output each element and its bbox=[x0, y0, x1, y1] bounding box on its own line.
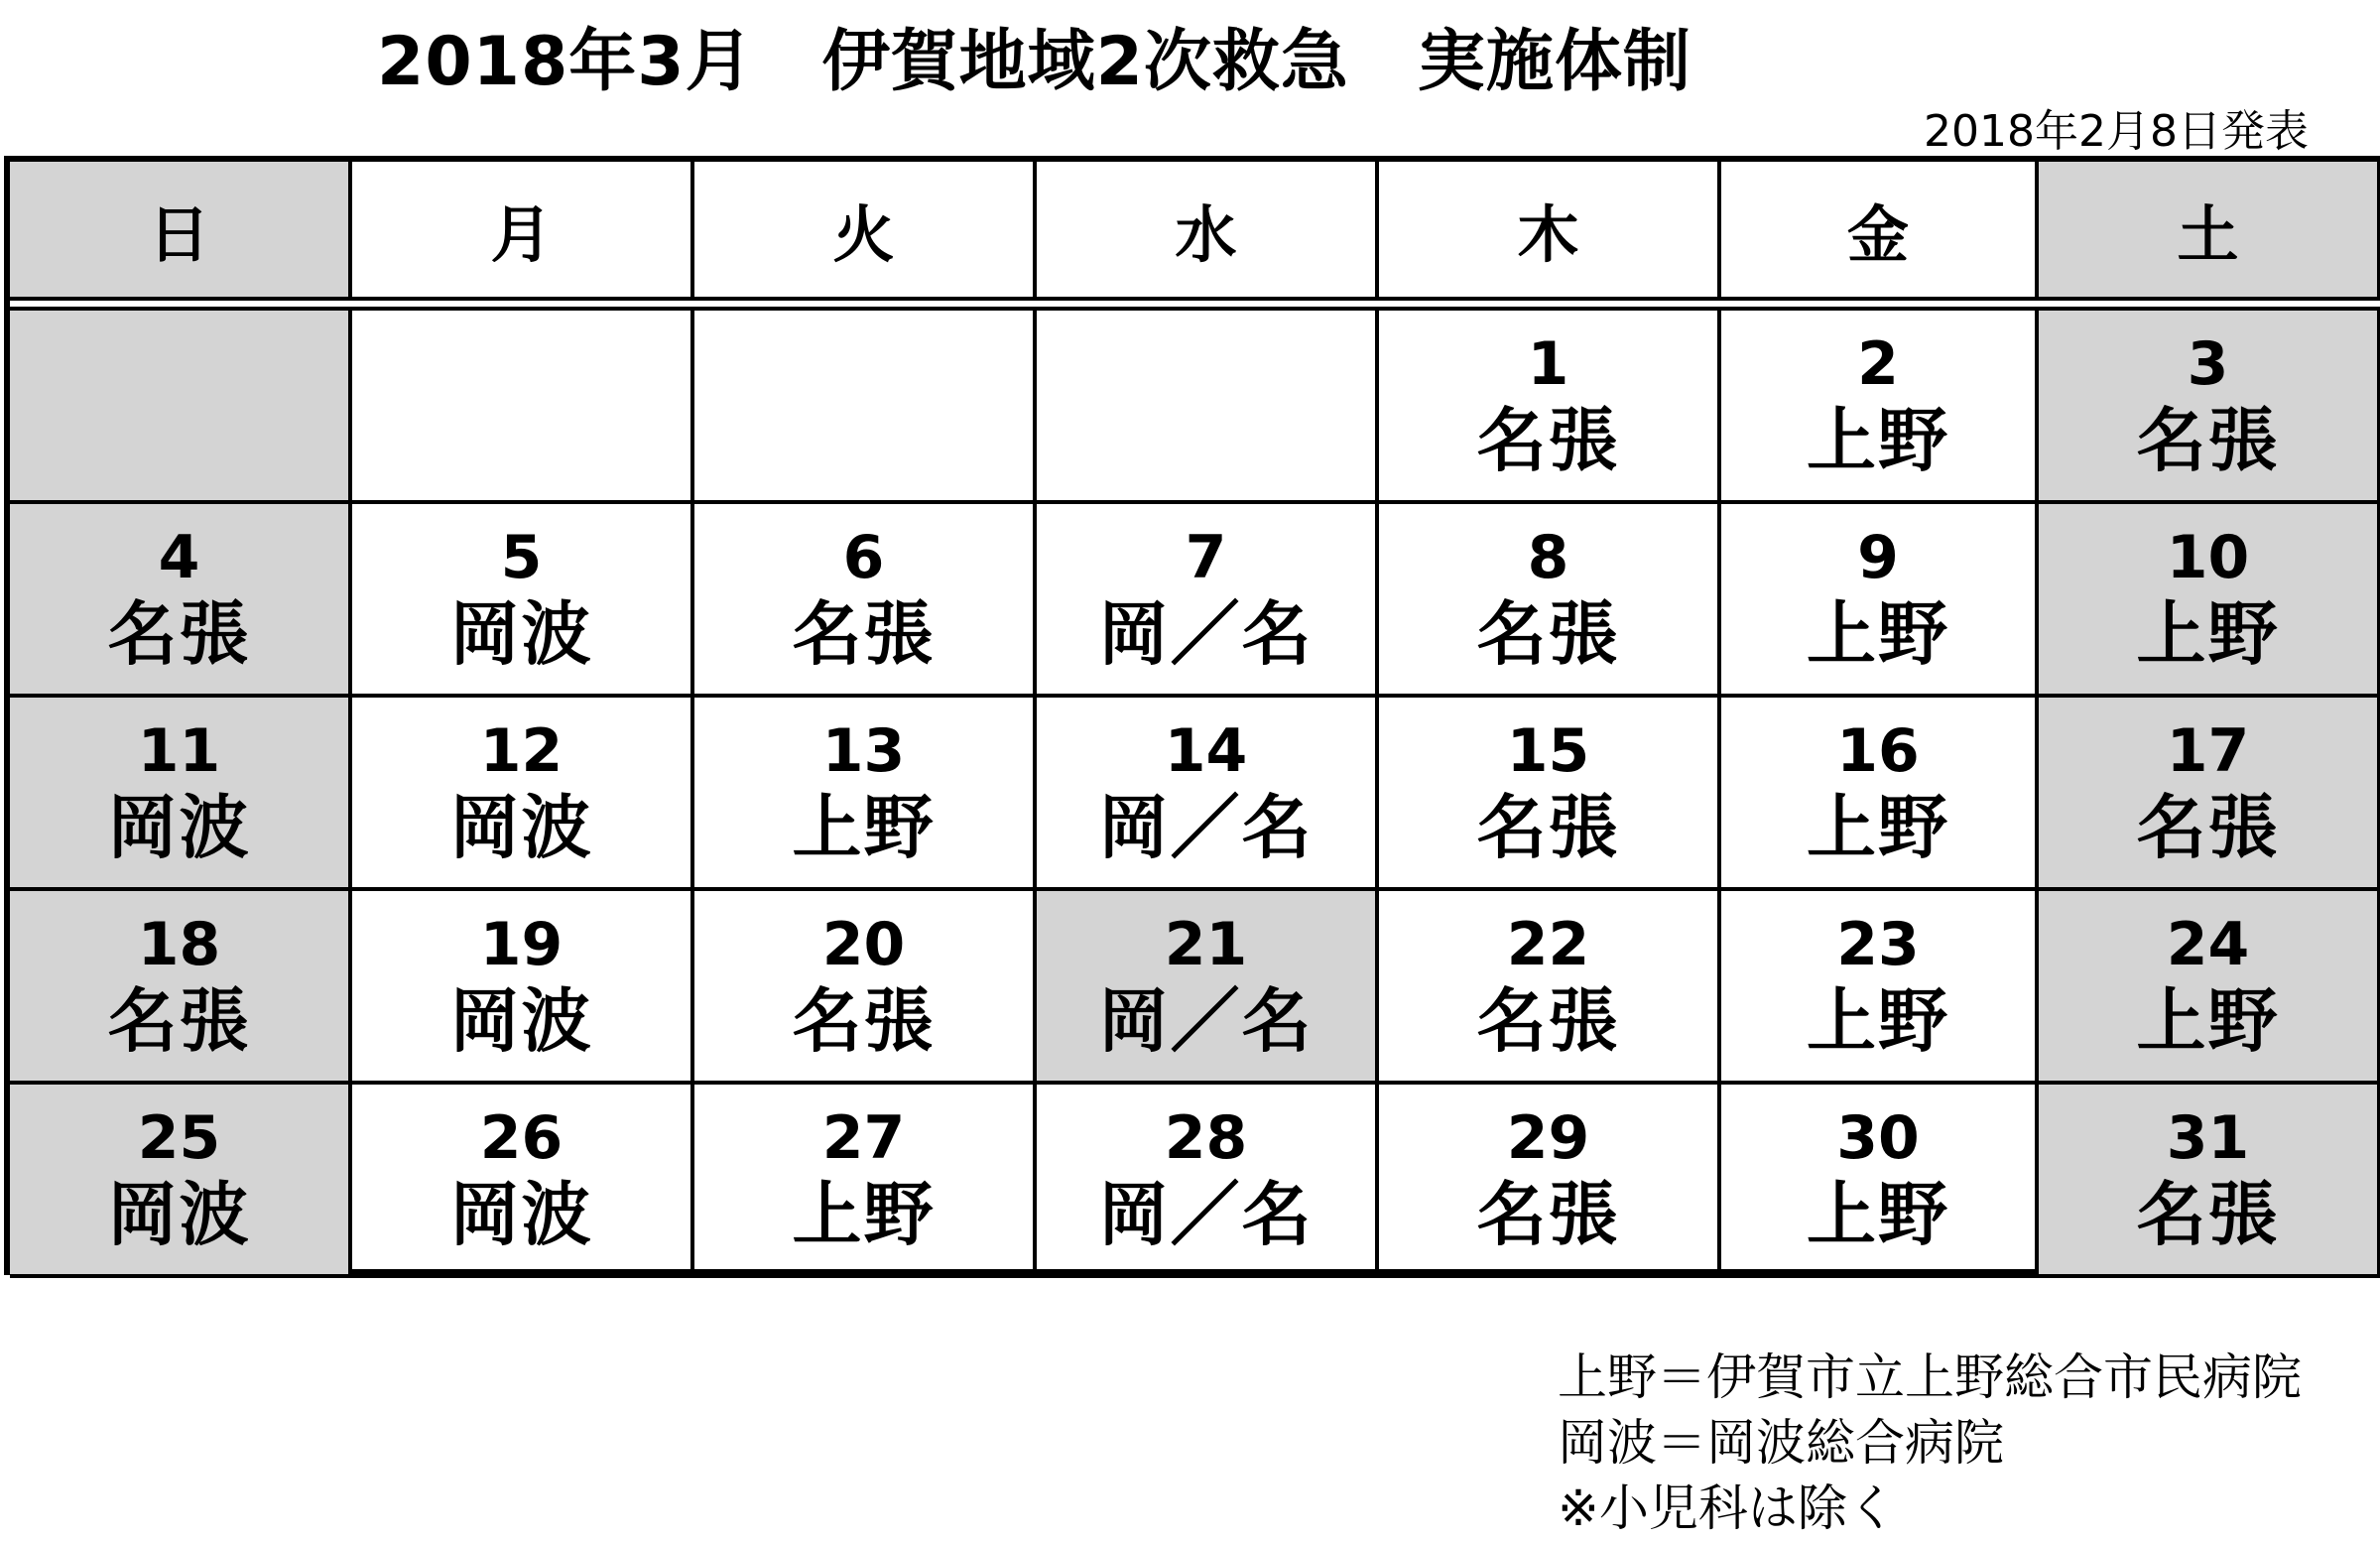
day-hospital: 上野 bbox=[2136, 979, 2280, 1062]
day-hospital: 名張 bbox=[1476, 786, 1620, 868]
day-number: 4 bbox=[158, 522, 200, 592]
calendar-week-row bbox=[10, 504, 2380, 698]
day-number: 12 bbox=[479, 715, 564, 786]
day-hospital: 岡波 bbox=[449, 592, 593, 675]
day-number: 14 bbox=[1164, 715, 1248, 786]
calendar-day-cell bbox=[1721, 698, 2039, 891]
day-hospital: 名張 bbox=[1476, 592, 1620, 675]
legend-ueno: 上野＝伊賀市立上野総合市民病院 bbox=[1558, 1349, 2302, 1406]
calendar-day-cell bbox=[352, 311, 694, 504]
legend-okanami: 岡波＝岡波総合病院 bbox=[1558, 1414, 2004, 1472]
day-number: 17 bbox=[2166, 715, 2250, 786]
calendar-day-cell bbox=[10, 311, 352, 504]
day-hospital: 上野 bbox=[1807, 786, 1949, 868]
day-hospital: 岡波 bbox=[449, 786, 593, 868]
day-number: 30 bbox=[1836, 1102, 1920, 1173]
day-number: 28 bbox=[1164, 1102, 1248, 1173]
calendar-day-cell bbox=[1037, 698, 1379, 891]
weekday-header-tue: 火 bbox=[694, 162, 1037, 297]
calendar-day-cell bbox=[1379, 1085, 1721, 1278]
calendar-day-cell bbox=[1721, 891, 2039, 1085]
day-hospital: 岡波 bbox=[449, 1173, 593, 1255]
day-number: 25 bbox=[137, 1102, 221, 1173]
calendar-day-cell bbox=[694, 1085, 1037, 1278]
calendar-day-cell bbox=[352, 698, 694, 891]
calendar-day-cell bbox=[10, 891, 352, 1085]
calendar-day-cell bbox=[2039, 504, 2380, 698]
header-divider bbox=[10, 301, 2380, 311]
calendar-day-cell bbox=[694, 504, 1037, 698]
day-number: 27 bbox=[821, 1102, 906, 1173]
day-number: 21 bbox=[1164, 909, 1248, 979]
calendar-day-cell bbox=[1037, 891, 1379, 1085]
day-number: 23 bbox=[1836, 909, 1920, 979]
calendar-day-cell bbox=[2039, 1085, 2380, 1278]
day-number: 26 bbox=[479, 1102, 564, 1173]
calendar-day-cell bbox=[1721, 311, 2039, 504]
calendar-week-row bbox=[10, 311, 2380, 504]
day-hospital: 名張 bbox=[1476, 1173, 1620, 1255]
calendar-day-cell bbox=[694, 311, 1037, 504]
day-number: 18 bbox=[137, 909, 221, 979]
weekday-header-thu: 木 bbox=[1379, 162, 1721, 297]
day-hospital: 岡／名 bbox=[1098, 979, 1314, 1062]
day-number: 11 bbox=[137, 715, 221, 786]
calendar-week-row bbox=[10, 1085, 2380, 1278]
day-number: 3 bbox=[2187, 328, 2229, 399]
calendar-day-cell bbox=[10, 504, 352, 698]
day-number: 24 bbox=[2166, 909, 2250, 979]
day-hospital: 名張 bbox=[107, 979, 251, 1062]
weekday-header-wed: 水 bbox=[1037, 162, 1379, 297]
page-title: 2018年3月 伊賀地域2次救急 実施体制 bbox=[377, 23, 1691, 101]
day-number: 29 bbox=[1506, 1102, 1590, 1173]
day-hospital: 岡／名 bbox=[1098, 1173, 1314, 1255]
calendar-day-cell bbox=[1379, 698, 1721, 891]
day-number: 6 bbox=[842, 522, 885, 592]
calendar-week-row bbox=[10, 891, 2380, 1085]
day-number: 16 bbox=[1836, 715, 1920, 786]
day-number: 10 bbox=[2166, 522, 2250, 592]
calendar-day-cell bbox=[1721, 504, 2039, 698]
calendar-day-cell bbox=[1721, 1085, 2039, 1278]
day-hospital: 名張 bbox=[2136, 786, 2280, 868]
calendar-day-cell bbox=[694, 891, 1037, 1085]
day-hospital: 上野 bbox=[2136, 592, 2280, 675]
day-hospital: 名張 bbox=[2136, 1173, 2280, 1255]
day-number: 8 bbox=[1527, 522, 1569, 592]
calendar-day-cell bbox=[1037, 504, 1379, 698]
calendar-day-cell bbox=[2039, 891, 2380, 1085]
day-hospital: 名張 bbox=[1476, 399, 1620, 481]
calendar-day-cell bbox=[1037, 311, 1379, 504]
weekday-header-fri: 金 bbox=[1721, 162, 2039, 297]
calendar-day-cell bbox=[1037, 1085, 1379, 1278]
page-header bbox=[0, 0, 2380, 157]
day-hospital: 上野 bbox=[1807, 979, 1949, 1062]
weekday-header-sun: 日 bbox=[10, 162, 352, 297]
day-number: 7 bbox=[1185, 522, 1227, 592]
day-hospital: 上野 bbox=[792, 786, 936, 868]
calendar-table bbox=[4, 156, 2380, 1275]
day-hospital: 名張 bbox=[107, 592, 251, 675]
day-hospital: 名張 bbox=[1476, 979, 1620, 1062]
legend bbox=[1558, 1345, 2302, 1541]
day-hospital: 名張 bbox=[792, 979, 936, 1062]
calendar-day-cell bbox=[2039, 311, 2380, 504]
day-number: 20 bbox=[821, 909, 906, 979]
day-number: 1 bbox=[1527, 328, 1569, 399]
day-number: 22 bbox=[1506, 909, 1590, 979]
day-number: 2 bbox=[1857, 328, 1899, 399]
day-hospital: 上野 bbox=[1807, 592, 1949, 675]
day-hospital: 名張 bbox=[2136, 399, 2280, 481]
day-hospital: 上野 bbox=[792, 1173, 936, 1255]
legend-note: ※小児科は除く bbox=[1558, 1479, 1897, 1537]
day-hospital: 岡波 bbox=[449, 979, 593, 1062]
calendar-day-cell bbox=[352, 891, 694, 1085]
calendar-day-cell bbox=[10, 1085, 352, 1278]
day-number: 9 bbox=[1857, 522, 1899, 592]
day-hospital: 岡波 bbox=[107, 786, 251, 868]
calendar-day-cell bbox=[1379, 891, 1721, 1085]
announce-date: 2018年2月8日発表 bbox=[1924, 106, 2309, 157]
day-hospital: 上野 bbox=[1807, 399, 1949, 481]
calendar-day-cell bbox=[352, 504, 694, 698]
calendar-day-cell bbox=[1379, 311, 1721, 504]
day-number: 19 bbox=[479, 909, 564, 979]
calendar-day-cell bbox=[2039, 698, 2380, 891]
calendar-day-cell bbox=[1379, 504, 1721, 698]
weekday-header-sat: 土 bbox=[2039, 162, 2380, 297]
day-hospital: 岡波 bbox=[107, 1173, 251, 1255]
day-hospital: 上野 bbox=[1807, 1173, 1949, 1255]
calendar-week-row bbox=[10, 698, 2380, 891]
weekday-header-row bbox=[10, 162, 2380, 301]
day-number: 5 bbox=[500, 522, 543, 592]
weekday-header-mon: 月 bbox=[352, 162, 694, 297]
calendar-day-cell bbox=[694, 698, 1037, 891]
day-number: 15 bbox=[1506, 715, 1590, 786]
day-number: 31 bbox=[2166, 1102, 2250, 1173]
day-hospital: 名張 bbox=[792, 592, 936, 675]
day-number: 13 bbox=[821, 715, 906, 786]
day-hospital: 岡／名 bbox=[1098, 786, 1314, 868]
calendar-day-cell bbox=[352, 1085, 694, 1278]
day-hospital: 岡／名 bbox=[1098, 592, 1314, 675]
calendar-day-cell bbox=[10, 698, 352, 891]
